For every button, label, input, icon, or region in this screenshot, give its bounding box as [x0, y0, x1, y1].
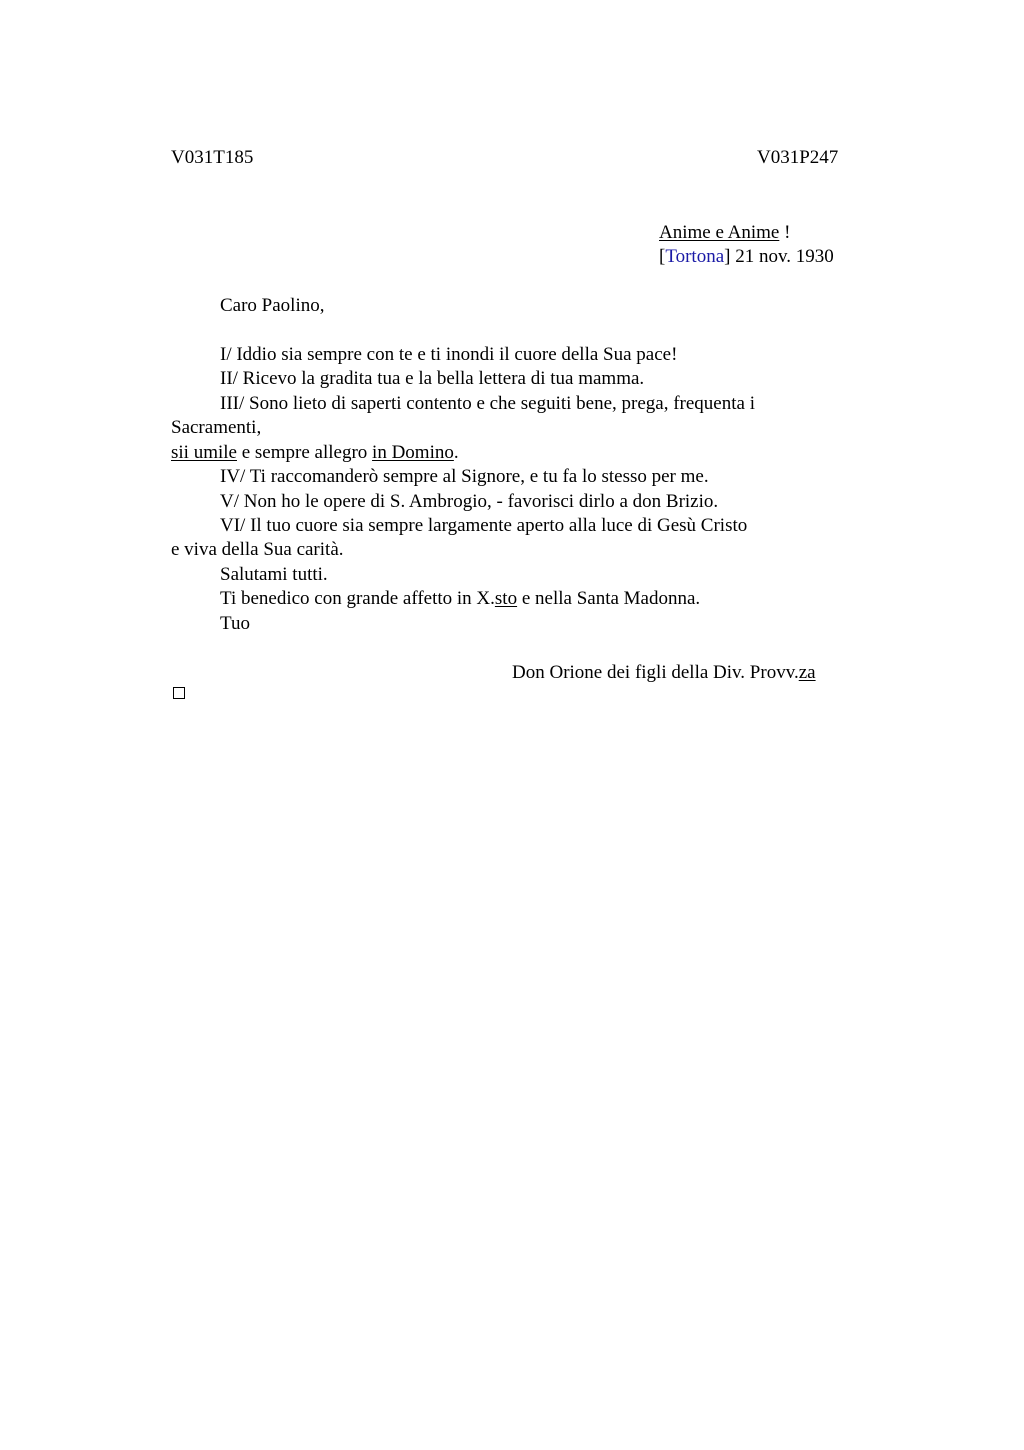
underlined-sto: sto	[494, 588, 518, 609]
paragraph-3-line-2: Sacramenti,	[171, 417, 262, 438]
paragraph-6-line-1: VI/ Il tuo cuore sia sempre largamente aperto alla luce di Gesù Cristo	[220, 515, 748, 536]
closing: Tuo	[220, 613, 250, 634]
paragraph-3-line-1: III/ Sono lieto di saperti contento e che seguiti bene, prega, frequenta i	[220, 393, 755, 414]
paragraph-1: I/ Iddio sia sempre con te e ti inondi il cuore della Sua pace!	[220, 344, 678, 365]
text-segment: Ti benedico con grande affetto in X.	[220, 588, 495, 609]
paragraph-2: II/ Ricevo la gradita tua e la bella lettera di tua mamma.	[220, 368, 645, 389]
text-segment: e nella Santa Madonna.	[517, 588, 701, 609]
motto: Anime e Anime	[659, 222, 780, 243]
document-code-left: V031T185	[171, 147, 254, 168]
paragraph-5: V/ Non ho le opere di S. Ambrogio, - favorisci dirlo a don Brizio.	[220, 491, 719, 512]
place-bracket-open: [	[659, 246, 666, 267]
empty-square-icon	[173, 687, 185, 699]
paragraph-3-line-3	[171, 441, 459, 465]
paragraph-4: IV/ Ti raccomanderò sempre al Signore, e tu fa lo stesso per me.	[220, 466, 709, 487]
letter-date: 21 nov. 1930	[730, 246, 834, 267]
document-code-right: V031P247	[757, 147, 839, 168]
underlined-sii-umile: sii umile	[171, 442, 237, 463]
motto-punct: !	[779, 222, 791, 243]
signature-text: Don Orione dei figli della Div. Provv.	[512, 662, 799, 683]
signature	[512, 661, 816, 685]
motto-line	[659, 221, 790, 245]
text-segment: e sempre allegro	[236, 442, 373, 463]
paragraph-6-line-2: e viva della Sua carità.	[171, 539, 344, 560]
place-bracket-close: ]	[724, 246, 731, 267]
place-name: Tortona	[665, 246, 725, 267]
place-date-line	[659, 245, 834, 269]
blessing	[220, 587, 700, 611]
underlined-in-domino: in Domino	[372, 442, 454, 463]
signature-suffix: za	[798, 662, 816, 683]
text-segment: .	[453, 442, 459, 463]
salutation: Caro Paolino,	[220, 295, 325, 316]
greeting: Salutami tutti.	[220, 564, 328, 585]
